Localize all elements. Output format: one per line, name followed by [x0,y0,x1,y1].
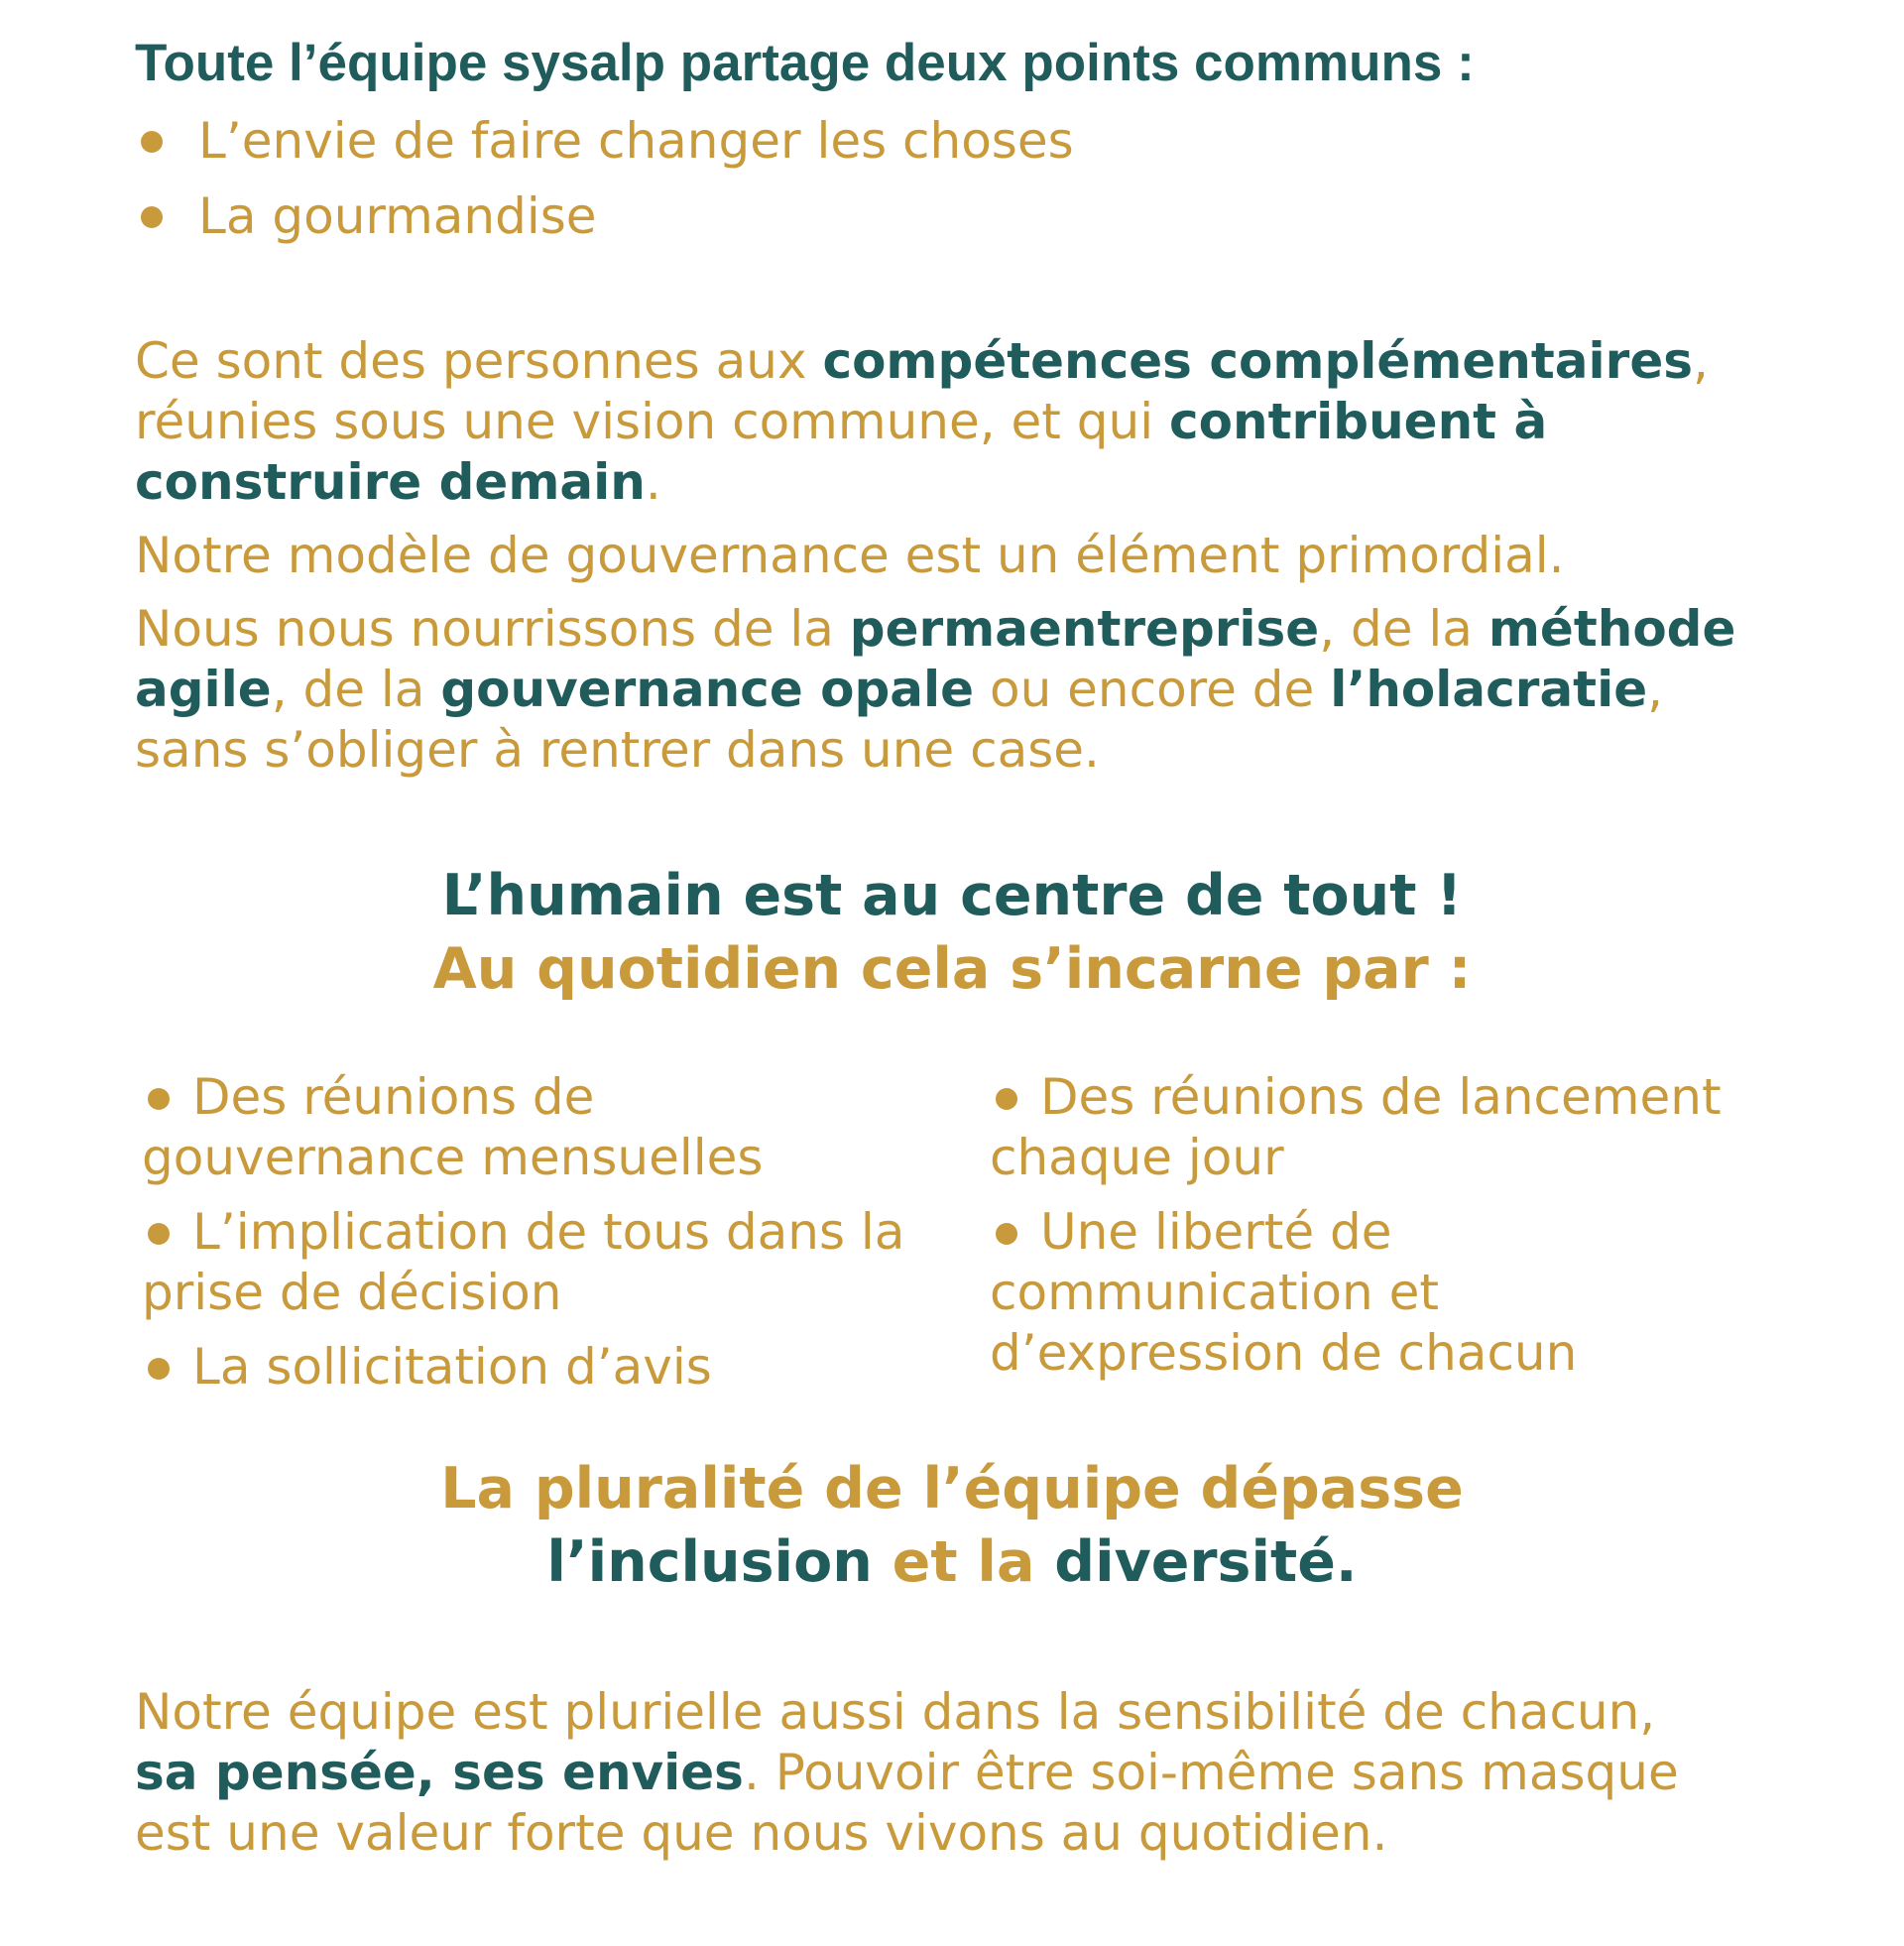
list-item-line: gouvernance mensuelles [142,1129,764,1186]
list-item [135,179,1074,254]
text-run: Des réunions de [192,1068,595,1126]
heading-line: L’humain est au centre de tout ! [441,863,1463,928]
intro-list [135,103,1074,254]
intro-title: Toute l’équipe sysalp partage deux points communs : [135,34,1475,92]
list-item-line [990,1067,1722,1128]
paragraph-line [135,392,1821,452]
highlight-pensee: sa pensée, ses envies [135,1744,744,1801]
heading-pluralite [0,1452,1904,1599]
list-item [142,1337,904,1398]
list-item-line: d’expression de chacun [990,1324,1578,1382]
highlight-opale: gouvernance opale [440,661,975,718]
paragraph-gouvernance [135,526,1821,586]
paragraph-line [135,599,1821,660]
text-run: Nous nous nourrissons de la [135,600,850,658]
highlight-agile: agile [135,661,272,718]
text-run: Ce sont des personnes aux [135,332,823,390]
bullet-icon [148,1358,170,1380]
highlight-contribuent: contribuent à [1169,393,1548,450]
list-item-line [990,1202,1722,1263]
text-run: Une liberté de [1040,1203,1392,1261]
bullet-icon [996,1223,1017,1245]
paragraph-line: Notre modèle de gouvernance est un élément primordial. [135,527,1565,584]
highlight-inclusion: l’inclusion [546,1529,873,1595]
paragraph-line: Notre équipe est plurielle aussi dans la sensibilité de chacun, [135,1683,1656,1741]
bullet-icon [141,131,163,153]
text-run: . [645,453,661,511]
paragraph-line: est une valeur forte que nous vivons au quotidien. [135,1804,1388,1862]
bullet-icon [996,1088,1017,1110]
paragraph-pluralite [135,1682,1821,1864]
list-item-line [142,1202,904,1263]
list-item [135,103,1074,179]
paragraph-methodes [135,599,1821,781]
left-list [142,1067,904,1411]
paragraph-competences [135,331,1821,513]
paragraph-line [135,660,1821,720]
text-run: L’implication de tous dans la [192,1203,905,1261]
list-item-line [142,1337,904,1398]
highlight-methode: méthode [1488,600,1736,658]
text-run: La sollicitation d’avis [192,1338,712,1396]
text-run: Des réunions de lancement [1040,1068,1722,1126]
paragraph-line: sans s’obliger à rentrer dans une case. [135,721,1100,779]
highlight-construire: construire demain [135,453,646,511]
list-item-line: chaque jour [990,1129,1284,1186]
highlight-diversite: diversité. [1054,1529,1358,1595]
text-run: , de la [1319,600,1488,658]
list-item [142,1202,904,1323]
bullet-icon [148,1223,170,1245]
text-run: , [1693,332,1709,390]
paragraph-line [135,452,1821,513]
heading-humain [0,859,1904,1006]
list-item-text: L’envie de faire changer les choses [198,112,1074,170]
text-run: et la [872,1529,1055,1595]
list-item-text: La gourmandise [198,187,597,245]
list-item [990,1067,1722,1188]
text-run: ou encore de [974,661,1331,718]
heading-line: La pluralité de l’équipe dépasse [440,1456,1464,1521]
text-run: , de la [271,661,441,718]
text-run: réunies sous une vision commune, et qui [135,393,1169,450]
list-item [142,1067,904,1188]
highlight-permaentreprise: permaentreprise [849,600,1320,658]
text-run: , [1647,661,1664,718]
text-run: . Pouvoir être soi-même sans masque [743,1744,1679,1801]
highlight-competences: compétences complémentaires [822,332,1694,390]
list-item [990,1202,1722,1384]
bullet-icon [148,1088,170,1110]
paragraph-line [135,331,1821,392]
list-item-line: communication et [990,1264,1439,1321]
right-list [990,1067,1722,1398]
list-item-line [142,1067,904,1128]
heading-line [0,1525,1904,1599]
heading-line: Au quotidien cela s’incarne par : [432,936,1472,1002]
list-item-line: prise de décision [142,1264,562,1321]
bullet-icon [141,206,163,228]
paragraph-line [135,1743,1821,1803]
highlight-holacratie: l’holacratie [1330,661,1648,718]
